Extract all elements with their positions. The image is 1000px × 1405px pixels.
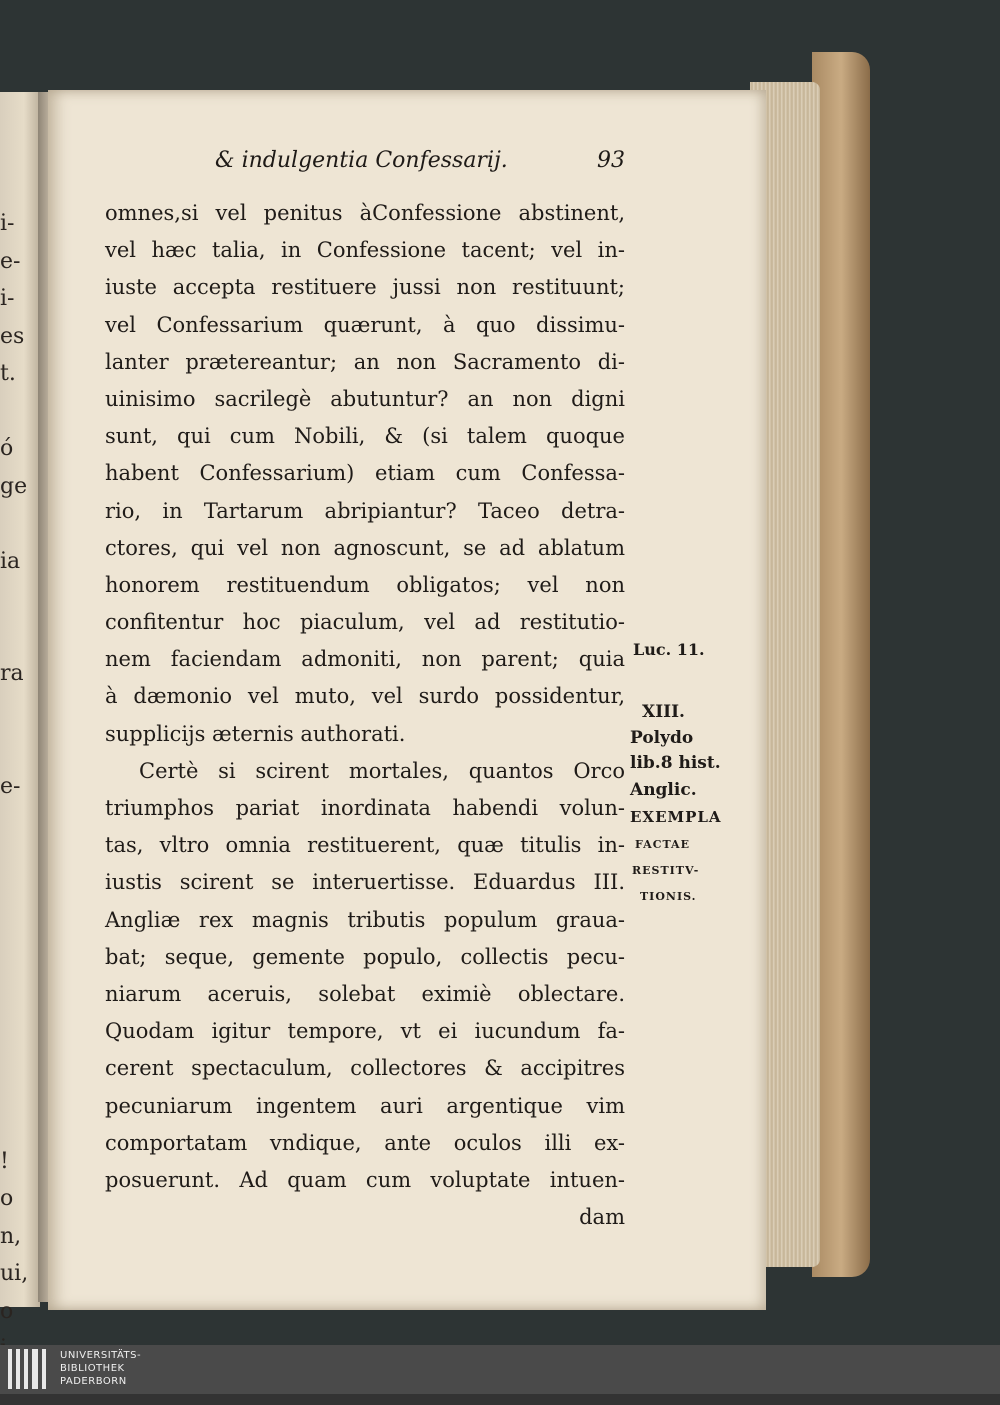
left-fragment: es (0, 318, 22, 356)
text-line: posuerunt. Ad quam cum voluptate intuen- (105, 1162, 625, 1199)
left-fragment (0, 993, 22, 1031)
text-line: vel hæc talia, in Confessione tacent; vel in- (105, 232, 625, 269)
left-fragment: e- (0, 243, 22, 281)
text-line: Angliæ rex magnis tributis populum graua- (105, 902, 625, 939)
left-fragment: o (0, 1293, 22, 1331)
body-text (105, 195, 625, 1236)
library-name (60, 1349, 141, 1388)
text-line: omnes,si vel penitus àConfessione abstinent, (105, 195, 625, 232)
text-line: pecuniarum ingentem auri argentique vim (105, 1088, 625, 1125)
text-line: honorem restituendum obligatos; vel non (105, 567, 625, 604)
text-line: cerent spectaculum, collectores & accipitres (105, 1050, 625, 1087)
margin-note-number: XIII. (642, 702, 685, 722)
left-fragment: ra (0, 655, 22, 693)
left-fragment (0, 843, 22, 881)
left-fragment: ui, (0, 1255, 22, 1293)
text-line: habent Confessarium) etiam cum Confessa- (105, 455, 625, 492)
text-line: bat; seque, gemente populo, collectis pecu- (105, 939, 625, 976)
left-fragment: i- (0, 205, 22, 243)
text-line: vel Confessarium quærunt, à quo dissimu- (105, 307, 625, 344)
margin-note: Anglic. (630, 780, 697, 800)
margin-note-heading: RESTITV- (632, 864, 699, 877)
running-header (215, 140, 625, 180)
left-fragment (0, 1105, 22, 1143)
left-fragment (0, 505, 22, 543)
left-fragment: ! (0, 1143, 22, 1181)
left-fragment (0, 693, 22, 731)
left-fragment: n, (0, 1218, 22, 1256)
text-line: supplicijs æternis authorati. (105, 716, 625, 753)
library-logo-icon (8, 1349, 48, 1389)
text-line: lanter prætereantur; an non Sacramento di- (105, 344, 625, 381)
margin-note-heading: FACTAE (635, 838, 690, 851)
left-fragment (0, 918, 22, 956)
left-fragment (0, 805, 22, 843)
left-fragment: o (0, 1180, 22, 1218)
left-fragment: t. (0, 355, 22, 393)
left-fragment: ia (0, 543, 22, 581)
text-line: comportatam vndique, ante oculos illi ex- (105, 1125, 625, 1162)
left-fragment (0, 730, 22, 768)
text-line: sunt, qui cum Nobili, & (si talem quoque (105, 418, 625, 455)
left-fragment: ge (0, 468, 22, 506)
library-name-line: UNIVERSITÄTS- (60, 1349, 141, 1362)
text-line: iuste accepta restituere jussi non restituunt; (105, 269, 625, 306)
margin-note-heading: TIONIS. (640, 890, 697, 903)
text-line: à dæmonio vel muto, vel surdo possidentur, (105, 678, 625, 715)
text-line: ctores, qui vel non agnoscunt, se ad ablatum (105, 530, 625, 567)
text-line: Quodam igitur tempore, vt ei iucundum fa- (105, 1013, 625, 1050)
text-line: tas, vltro omnia restituerent, quæ titulis in- (105, 827, 625, 864)
text-line: triumphos pariat inordinata habendi volun- (105, 790, 625, 827)
left-page-text-fragments (0, 205, 22, 1405)
left-fragment: e- (0, 768, 22, 806)
running-title: & indulgentia Confessarij. (215, 148, 508, 173)
margin-note: lib.8 hist. (630, 753, 721, 773)
left-fragment (0, 1030, 22, 1068)
library-footer (0, 1345, 1000, 1394)
text-line: rio, in Tartarum abripiantur? Taceo detra- (105, 493, 625, 530)
left-fragment (0, 880, 22, 918)
page-number: 93 (597, 148, 625, 173)
left-fragment (0, 1068, 22, 1106)
margin-note: Polydo (630, 728, 693, 748)
left-fragment: ó (0, 430, 22, 468)
text-line: uinisimo sacrilegè abutuntur? an non digni (105, 381, 625, 418)
margin-note-heading: EXEMPLA (630, 808, 722, 826)
catchword: dam (105, 1199, 625, 1236)
left-fragment (0, 580, 22, 618)
text-line: Certè si scirent mortales, quantos Orco (105, 753, 625, 790)
library-name-line: BIBLIOTHEK (60, 1362, 141, 1375)
left-fragment (0, 618, 22, 656)
text-line: niarum aceruis, solebat eximiè oblectare. (105, 976, 625, 1013)
book-cover-edge (812, 52, 870, 1277)
text-line: nem faciendam admoniti, non parent; quia (105, 641, 625, 678)
text-line: confitentur hoc piaculum, vel ad restitutio- (105, 604, 625, 641)
left-fragment (0, 393, 22, 431)
library-name-line: PADERBORN (60, 1375, 141, 1388)
text-line: iustis scirent se interuertisse. Eduardus III. (105, 864, 625, 901)
left-fragment (0, 955, 22, 993)
margin-note-citation: Luc. 11. (633, 640, 705, 659)
left-fragment: i- (0, 280, 22, 318)
